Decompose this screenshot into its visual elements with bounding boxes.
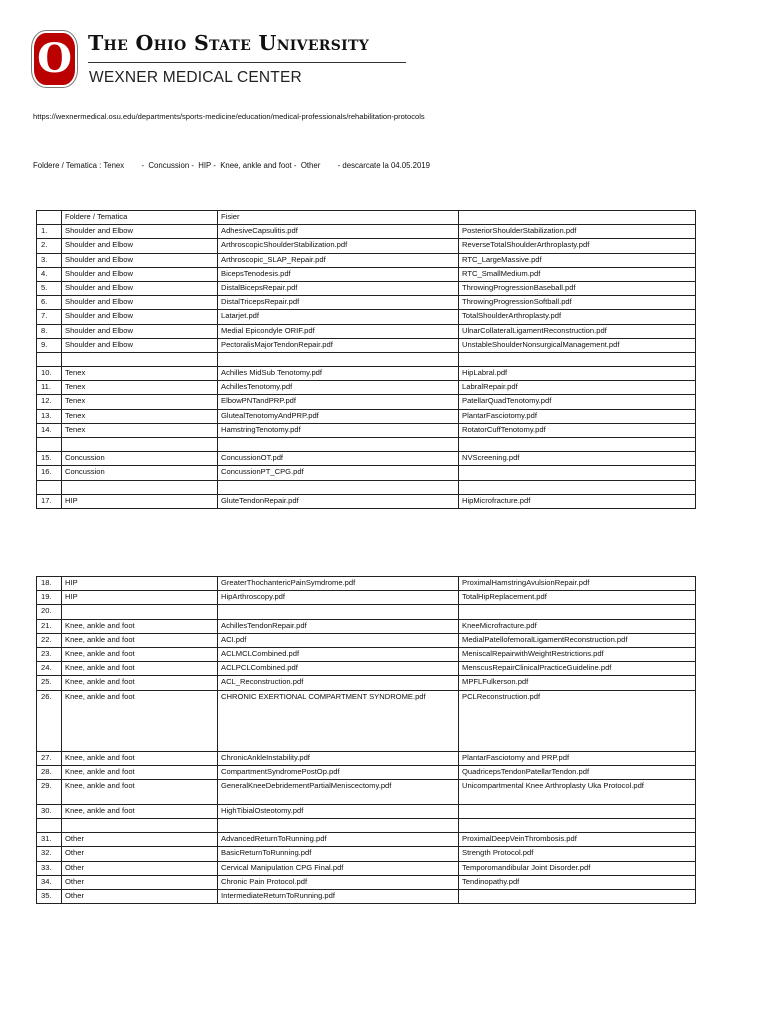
table-header-row [37, 211, 696, 225]
file-name-cell-2: PosteriorShoulderStabilization.pdf [459, 225, 696, 239]
category-cell: Other [62, 875, 218, 889]
table-row [37, 861, 696, 875]
file-name-cell: DistalBicepsRepair.pdf [218, 281, 459, 295]
file-name-cell [218, 605, 459, 619]
table-row [37, 633, 696, 647]
category-cell: Shoulder and Elbow [62, 310, 218, 324]
row-number-cell: 19. [37, 591, 62, 605]
category-cell: Knee, ankle and foot [62, 619, 218, 633]
category-cell: Tenex [62, 395, 218, 409]
file-name-cell: CompartmentSyndromePostOp.pdf [218, 765, 459, 779]
table-row [37, 281, 696, 295]
table-row [37, 494, 696, 508]
category-cell [62, 605, 218, 619]
file-name-cell: ACL_Reconstruction.pdf [218, 676, 459, 690]
row-number-cell: 12. [37, 395, 62, 409]
row-number-cell: 31. [37, 833, 62, 847]
file-name-cell-2: TotalShoulderArthroplasty.pdf [459, 310, 696, 324]
row-number-cell: 35. [37, 890, 62, 904]
file-name-cell-2 [459, 890, 696, 904]
file-name-cell-2: ProximalHamstringAvulsionRepair.pdf [459, 577, 696, 591]
osu-block-o-logo [31, 30, 78, 88]
file-name-cell-2 [459, 352, 696, 366]
row-number-cell: 2. [37, 239, 62, 253]
file-name-cell: ConcussionOT.pdf [218, 452, 459, 466]
file-name-cell-2: UnstableShoulderNonsurgicalManagement.pdf [459, 338, 696, 352]
table-row [37, 833, 696, 847]
header-divider [88, 62, 406, 63]
table-row [37, 381, 696, 395]
category-cell [62, 480, 218, 494]
header-category-cell: Foldere / Tematica [62, 211, 218, 225]
row-number-cell: 23. [37, 647, 62, 661]
row-number-cell: 11. [37, 381, 62, 395]
row-number-cell: 17. [37, 494, 62, 508]
file-name-cell-2: RotatorCuffTenotomy.pdf [459, 423, 696, 437]
category-cell: Shoulder and Elbow [62, 225, 218, 239]
file-name-cell-2 [459, 466, 696, 480]
file-name-cell: DistalTricepsRepair.pdf [218, 296, 459, 310]
row-number-cell: 28. [37, 765, 62, 779]
category-cell: Tenex [62, 367, 218, 381]
category-cell: Knee, ankle and foot [62, 662, 218, 676]
row-number-cell: 34. [37, 875, 62, 889]
file-name-cell: Chronic Pain Protocol.pdf [218, 875, 459, 889]
file-name-cell: ACLMCLCombined.pdf [218, 647, 459, 661]
file-name-cell: HamstringTenotomy.pdf [218, 423, 459, 437]
file-name-cell: GluteTendonRepair.pdf [218, 494, 459, 508]
file-name-cell-2: LabralRepair.pdf [459, 381, 696, 395]
file-name-cell-2: PCLReconstruction.pdf [459, 690, 696, 751]
table-row [37, 310, 696, 324]
row-number-cell: 5. [37, 281, 62, 295]
table-row [37, 619, 696, 633]
row-number-cell: 7. [37, 310, 62, 324]
table-row [37, 239, 696, 253]
category-cell: Knee, ankle and foot [62, 751, 218, 765]
row-number-cell: 13. [37, 409, 62, 423]
table-row [37, 480, 696, 494]
file-name-cell: Latarjet.pdf [218, 310, 459, 324]
source-url: https://wexnermedical.osu.edu/departments/sports-medicine/education/medical-professionals/rehabilitation-protocols [33, 112, 425, 121]
file-name-cell-2: MedialPatellofemoralLigamentReconstruction.pdf [459, 633, 696, 647]
file-name-cell: BasicReturnToRunning.pdf [218, 847, 459, 861]
logo-letter: O [34, 33, 75, 85]
row-number-cell: 14. [37, 423, 62, 437]
file-name-cell: BicepsTenodesis.pdf [218, 267, 459, 281]
category-cell: Concussion [62, 466, 218, 480]
row-number-cell: 10. [37, 367, 62, 381]
row-number-cell: 3. [37, 253, 62, 267]
row-number-cell: 9. [37, 338, 62, 352]
category-cell: Knee, ankle and foot [62, 633, 218, 647]
row-number-cell: 16. [37, 466, 62, 480]
row-number-cell [37, 438, 62, 452]
row-number-cell [37, 480, 62, 494]
table-row [37, 890, 696, 904]
file-name-cell-2: NVScreening.pdf [459, 452, 696, 466]
file-name-cell-2: PlantarFasciotomy.pdf [459, 409, 696, 423]
category-cell: Other [62, 890, 218, 904]
table-row [37, 324, 696, 338]
file-name-cell: Achilles MidSub Tenotomy.pdf [218, 367, 459, 381]
file-name-cell-2 [459, 804, 696, 818]
table-row [37, 819, 696, 833]
category-cell: HIP [62, 591, 218, 605]
table-row [37, 690, 696, 751]
table-row [37, 662, 696, 676]
table-row [37, 395, 696, 409]
category-cell [62, 819, 218, 833]
file-name-cell: AdhesiveCapsulitis.pdf [218, 225, 459, 239]
file-name-cell-2: MPFLFulkerson.pdf [459, 676, 696, 690]
header-number-cell [37, 211, 62, 225]
category-cell: Knee, ankle and foot [62, 779, 218, 804]
file-name-cell-2: Strength Protocol.pdf [459, 847, 696, 861]
file-name-cell: ACLPCLCombined.pdf [218, 662, 459, 676]
table-row [37, 367, 696, 381]
file-name-cell-2: ReverseTotalShoulderArthroplasty.pdf [459, 239, 696, 253]
file-name-cell: AchillesTenotomy.pdf [218, 381, 459, 395]
file-name-cell: GeneralKneeDebridementPartialMeniscectomy.pdf [218, 779, 459, 804]
table-row [37, 577, 696, 591]
category-cell: Shoulder and Elbow [62, 267, 218, 281]
row-number-cell: 8. [37, 324, 62, 338]
file-name-cell: ACI.pdf [218, 633, 459, 647]
row-number-cell: 15. [37, 452, 62, 466]
table-row [37, 423, 696, 437]
row-number-cell [37, 819, 62, 833]
category-cell: Other [62, 861, 218, 875]
file-name-cell-2 [459, 605, 696, 619]
table-row [37, 438, 696, 452]
row-number-cell: 30. [37, 804, 62, 818]
category-cell: Concussion [62, 452, 218, 466]
file-name-cell-2: TotalHipReplacement.pdf [459, 591, 696, 605]
category-cell: Tenex [62, 381, 218, 395]
category-cell: Knee, ankle and foot [62, 804, 218, 818]
file-name-cell: PectoralisMajorTendonRepair.pdf [218, 338, 459, 352]
table-row [37, 296, 696, 310]
table-row [37, 409, 696, 423]
file-name-cell [218, 480, 459, 494]
file-name-cell: ChronicAnkleInstability.pdf [218, 751, 459, 765]
file-name-cell-2: PatellarQuadTenotomy.pdf [459, 395, 696, 409]
file-name-cell: GlutealTenotomyAndPRP.pdf [218, 409, 459, 423]
category-cell: Other [62, 847, 218, 861]
file-name-cell-2 [459, 819, 696, 833]
table-row [37, 225, 696, 239]
file-name-cell [218, 352, 459, 366]
row-number-cell: 29. [37, 779, 62, 804]
row-number-cell: 27. [37, 751, 62, 765]
category-cell: Other [62, 833, 218, 847]
category-cell: Knee, ankle and foot [62, 765, 218, 779]
file-name-cell-2: HipLabral.pdf [459, 367, 696, 381]
file-name-cell-2: ThrowingProgressionSoftball.pdf [459, 296, 696, 310]
category-cell: Shoulder and Elbow [62, 281, 218, 295]
file-name-cell-2 [459, 480, 696, 494]
row-number-cell: 20. [37, 605, 62, 619]
table-row [37, 352, 696, 366]
file-name-cell-2: Unicompartmental Knee Arthroplasty Uka Protocol.pdf [459, 779, 696, 804]
file-name-cell: GreaterThochantericPainSymdrome.pdf [218, 577, 459, 591]
file-name-cell: AchillesTendonRepair.pdf [218, 619, 459, 633]
file-name-cell: CHRONIC EXERTIONAL COMPARTMENT SYNDROME.pdf [218, 690, 459, 751]
table-row [37, 338, 696, 352]
category-cell: Shoulder and Elbow [62, 253, 218, 267]
file-name-cell-2: Temporomandibular Joint Disorder.pdf [459, 861, 696, 875]
row-number-cell: 24. [37, 662, 62, 676]
table-row [37, 676, 696, 690]
row-number-cell: 4. [37, 267, 62, 281]
row-number-cell: 6. [37, 296, 62, 310]
category-cell: Knee, ankle and foot [62, 647, 218, 661]
file-name-cell-2 [459, 438, 696, 452]
table-row [37, 591, 696, 605]
medical-center-name: WEXNER MEDICAL CENTER [89, 69, 302, 86]
file-name-cell-2: UlnarCollateralLigamentReconstruction.pdf [459, 324, 696, 338]
category-cell: Shoulder and Elbow [62, 239, 218, 253]
file-name-cell: ArthroscopicShoulderStabilization.pdf [218, 239, 459, 253]
file-name-cell: Medial Epicondyle ORIF.pdf [218, 324, 459, 338]
table-row [37, 804, 696, 818]
file-name-cell-2: Tendinopathy.pdf [459, 875, 696, 889]
file-name-cell-2: ProximalDeepVeinThrombosis.pdf [459, 833, 696, 847]
file-name-cell: Arthroscopic_SLAP_Repair.pdf [218, 253, 459, 267]
table-row [37, 847, 696, 861]
file-name-cell-2: RTC_SmallMedium.pdf [459, 267, 696, 281]
category-cell: Shoulder and Elbow [62, 324, 218, 338]
university-name: The Ohio State University [88, 31, 369, 55]
table-row [37, 253, 696, 267]
table-row [37, 605, 696, 619]
table-row [37, 765, 696, 779]
table-row [37, 466, 696, 480]
category-cell: Shoulder and Elbow [62, 338, 218, 352]
category-cell: Shoulder and Elbow [62, 296, 218, 310]
file-name-cell-2: HipMicrofracture.pdf [459, 494, 696, 508]
protocols-table-part-2 [36, 576, 696, 904]
file-name-cell: AdvancedReturnToRunning.pdf [218, 833, 459, 847]
row-number-cell: 21. [37, 619, 62, 633]
header-file2-cell [459, 211, 696, 225]
file-name-cell-2: RTC_LargeMassive.pdf [459, 253, 696, 267]
header-file-cell: Fisier [218, 211, 459, 225]
category-cell: Knee, ankle and foot [62, 690, 218, 751]
table-row [37, 452, 696, 466]
file-name-cell-2: KneeMicrofracture.pdf [459, 619, 696, 633]
file-name-cell: IntermediateReturnToRunning.pdf [218, 890, 459, 904]
category-cell [62, 352, 218, 366]
file-name-cell-2: MenscusRepairClinicalPracticeGuideline.pdf [459, 662, 696, 676]
category-cell: HIP [62, 577, 218, 591]
row-number-cell [37, 352, 62, 366]
row-number-cell: 33. [37, 861, 62, 875]
file-name-cell: ElbowPNTandPRP.pdf [218, 395, 459, 409]
row-number-cell: 18. [37, 577, 62, 591]
category-cell: Knee, ankle and foot [62, 676, 218, 690]
table-row [37, 267, 696, 281]
file-name-cell-2: ThrowingProgressionBaseball.pdf [459, 281, 696, 295]
file-name-cell: HipArthroscopy.pdf [218, 591, 459, 605]
category-cell: Tenex [62, 409, 218, 423]
row-number-cell: 26. [37, 690, 62, 751]
table-row [37, 751, 696, 765]
protocols-table-part-1 [36, 210, 696, 509]
file-name-cell-2: PlantarFasciotomy and PRP.pdf [459, 751, 696, 765]
category-cell [62, 438, 218, 452]
category-cell: Tenex [62, 423, 218, 437]
row-number-cell: 1. [37, 225, 62, 239]
category-cell: HIP [62, 494, 218, 508]
row-number-cell: 22. [37, 633, 62, 647]
file-name-cell [218, 819, 459, 833]
file-name-cell-2: MeniscalRepairwithWeightRestrictions.pdf [459, 647, 696, 661]
file-name-cell: Cervical Manipulation CPG Final.pdf [218, 861, 459, 875]
folders-summary-line: Foldere / Tematica : Tenex - Concussion - HIP - Knee, ankle and foot - Other - descarcate la 04.05.2019 [33, 161, 430, 170]
file-name-cell-2: QuadricepsTendonPatellarTendon.pdf [459, 765, 696, 779]
row-number-cell: 25. [37, 676, 62, 690]
file-name-cell [218, 438, 459, 452]
table-row [37, 875, 696, 889]
table-row [37, 647, 696, 661]
row-number-cell: 32. [37, 847, 62, 861]
file-name-cell: HighTibialOsteotomy.pdf [218, 804, 459, 818]
table-row [37, 779, 696, 804]
file-name-cell: ConcussionPT_CPG.pdf [218, 466, 459, 480]
